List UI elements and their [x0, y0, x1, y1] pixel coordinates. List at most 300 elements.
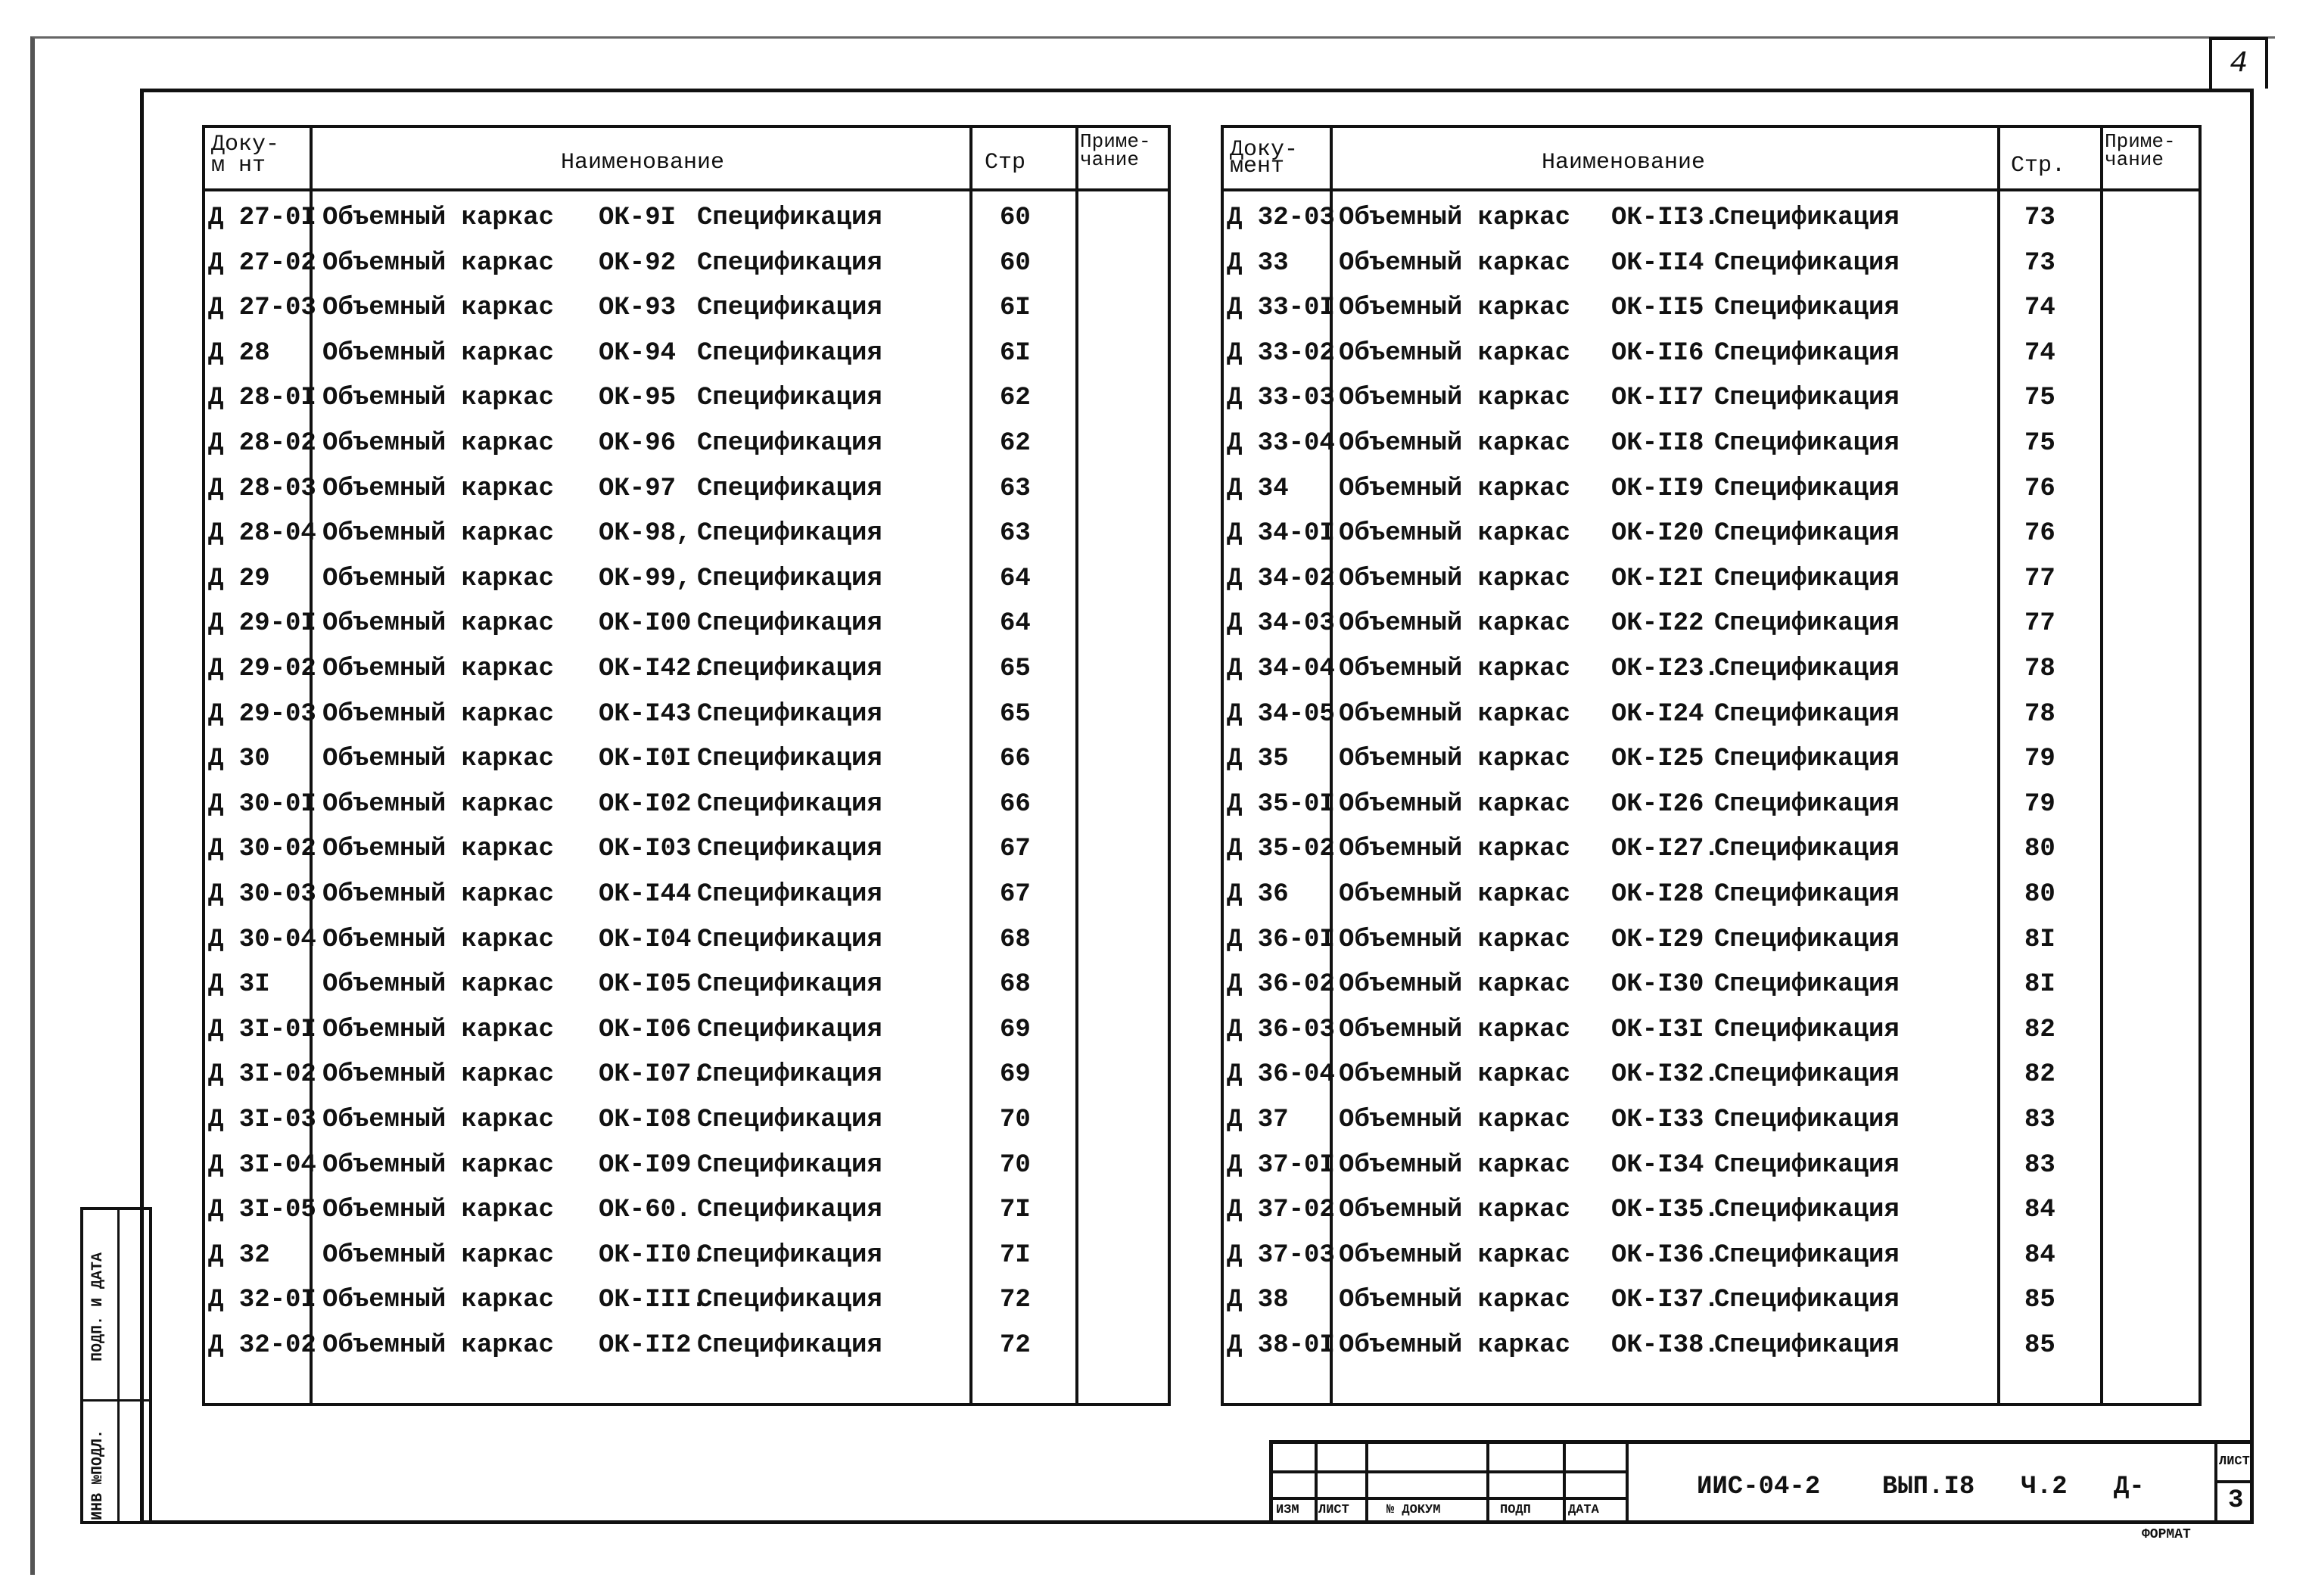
table-row	[1224, 1241, 2199, 1279]
name-text: Объемный каркас	[1339, 519, 1571, 549]
ok-code: ОК-I09	[599, 1150, 692, 1180]
page-number: 72	[1000, 1286, 1031, 1315]
doc-code: Д 27-0I	[208, 204, 316, 232]
sheet-number: 3	[2228, 1486, 2244, 1515]
name-text: Объемный каркас	[322, 204, 555, 232]
doc-code: Д 27-03	[208, 294, 316, 323]
spec-text: Спецификация	[697, 970, 882, 1000]
doc-code: Д 29	[208, 564, 270, 593]
name-text: Объемный каркас	[322, 294, 555, 323]
table-row	[205, 429, 1168, 467]
doc-code: Д 3I-04	[208, 1150, 316, 1180]
page-number: 75	[2024, 384, 2055, 413]
spec-text: Спецификация	[697, 1240, 882, 1270]
spec-text: Спецификация	[697, 294, 882, 323]
col-izm: ИЗМ	[1276, 1503, 1299, 1517]
table-row	[205, 880, 1168, 918]
table-row	[205, 294, 1168, 331]
spec-text: Спецификация	[1714, 294, 1900, 323]
page-number: 78	[2024, 699, 2055, 729]
spec-text: Спецификация	[1714, 1150, 1900, 1180]
name-text: Объемный каркас	[1339, 745, 1571, 774]
name-text: Объемный каркас	[1339, 880, 1571, 909]
doc-code: Д 33	[1227, 248, 1289, 278]
doc-code: Д 33-0I	[1227, 294, 1335, 323]
spec-text: Спецификация	[1714, 699, 1900, 729]
name-text: Объемный каркас	[322, 880, 555, 909]
table-row	[205, 609, 1168, 647]
table-row	[205, 700, 1168, 738]
doc-code: Д 37-02	[1227, 1196, 1335, 1225]
ok-code: ОК-II8	[1611, 429, 1704, 458]
table-row	[205, 1151, 1168, 1189]
page-number: 83	[2024, 1106, 2055, 1134]
header-page: Стр.	[2011, 153, 2066, 179]
name-text: Объемный каркас	[322, 1015, 555, 1044]
spec-text: Спецификация	[697, 835, 882, 864]
ok-code: ОК-I3I	[1611, 1015, 1704, 1044]
col-sign: ПОДП	[1500, 1503, 1531, 1517]
spec-text: Спецификация	[697, 474, 882, 503]
left-table	[202, 125, 1171, 1406]
page-number: 82	[2024, 1060, 2055, 1090]
ok-code: ОК-I06	[599, 1015, 692, 1044]
table-row	[1224, 1286, 2199, 1324]
page-number: 66	[1000, 745, 1031, 774]
ok-code: ОК-I27.	[1611, 835, 1719, 864]
right-table	[1221, 125, 2202, 1406]
doc-code: Д 32-0I	[208, 1286, 316, 1315]
table-row	[1224, 790, 2199, 828]
page-number: 64	[1000, 609, 1031, 639]
page-number: 63	[1000, 519, 1031, 549]
table-row	[1224, 384, 2199, 422]
doc-code: Д 28-0I	[208, 384, 316, 413]
table-row	[1224, 1151, 2199, 1189]
doc-code: Д 34-03	[1227, 609, 1335, 639]
doc-code: Д 29-02	[208, 655, 316, 683]
page-number: 79	[2024, 745, 2055, 774]
spec-text: Спецификация	[697, 248, 882, 278]
page-number: 73	[2024, 248, 2055, 278]
page-number: 8I	[2024, 970, 2055, 1000]
page-number: 7I	[1000, 1240, 1031, 1270]
doc-code: Д 28-04	[208, 519, 316, 549]
doc-code: Д 32-03	[1227, 204, 1335, 232]
doc-code: Д 3I-02	[208, 1060, 316, 1090]
table-row	[1224, 609, 2199, 647]
ok-code: ОК-I08	[599, 1106, 692, 1134]
ok-code: ОК-III.	[599, 1286, 707, 1315]
table-row	[1224, 970, 2199, 1008]
doc-code: Д 36	[1227, 880, 1289, 909]
name-text: Объемный каркас	[1339, 1015, 1571, 1044]
ok-code: ОК-II2	[599, 1331, 692, 1360]
table-row	[205, 655, 1168, 692]
spec-text: Спецификация	[1714, 1286, 1900, 1315]
table-row	[1224, 429, 2199, 467]
doc-code: Д 28-02	[208, 429, 316, 458]
page-number: 72	[1000, 1331, 1031, 1360]
name-text: Объемный каркас	[322, 248, 555, 278]
table-row	[205, 339, 1168, 377]
page-number: 66	[1000, 789, 1031, 819]
name-text: Объемный каркас	[322, 609, 555, 639]
table-row	[1224, 1331, 2199, 1369]
ok-code: ОК-96	[599, 429, 677, 458]
spec-text: Спецификация	[697, 519, 882, 549]
ok-code: ОК-I02	[599, 789, 692, 819]
doc-code: Д 33-03	[1227, 384, 1335, 413]
ok-code: ОК-II9	[1611, 474, 1704, 503]
name-text: Объемный каркас	[322, 338, 555, 368]
ok-code: ОК-I29	[1611, 925, 1704, 954]
spec-text: Спецификация	[697, 655, 882, 683]
ok-code: ОК-9I	[599, 204, 677, 232]
spec-text: Спецификация	[697, 429, 882, 458]
table-row	[1224, 1016, 2199, 1053]
header-doc: Доку- мент	[1230, 137, 1299, 179]
table-row	[205, 1060, 1168, 1098]
name-text: Объемный каркас	[322, 1286, 555, 1315]
doc-code: Д 38-0I	[1227, 1331, 1335, 1360]
name-text: Объемный каркас	[322, 970, 555, 1000]
spec-text: Спецификация	[697, 699, 882, 729]
spec-text: Спецификация	[1714, 248, 1900, 278]
page-number: 80	[2024, 880, 2055, 909]
ok-code: ОК-II5	[1611, 294, 1704, 323]
page-number: 60	[1000, 204, 1031, 232]
name-text: Объемный каркас	[322, 835, 555, 864]
spec-text: Спецификация	[1714, 429, 1900, 458]
table-row	[205, 519, 1168, 557]
doc-code: Д 27-02	[208, 248, 316, 278]
table-row	[205, 1331, 1168, 1369]
name-text: Объемный каркас	[322, 519, 555, 549]
table-row	[1224, 519, 2199, 557]
page-number: 68	[1000, 925, 1031, 954]
spec-text: Спецификация	[1714, 925, 1900, 954]
doc-code: Д 33-02	[1227, 338, 1335, 368]
table-row	[1224, 565, 2199, 602]
doc-code: Д 30	[208, 745, 270, 774]
page-number: 64	[1000, 564, 1031, 593]
ok-code: ОК-I24	[1611, 699, 1704, 729]
ok-code: ОК-II0.	[599, 1240, 707, 1270]
page-number: 85	[2024, 1331, 2055, 1360]
page-number: 67	[1000, 880, 1031, 909]
name-text: Объемный каркас	[1339, 1150, 1571, 1180]
table-row	[205, 1286, 1168, 1324]
name-text: Объемный каркас	[1339, 1060, 1571, 1090]
doc-code: Д 30-02	[208, 835, 316, 864]
page-number: 69	[1000, 1015, 1031, 1044]
ok-code: ОК-I05	[599, 970, 692, 1000]
header-page: Стр	[985, 150, 1026, 176]
page-number: 80	[2024, 835, 2055, 864]
ok-code: ОК-I33	[1611, 1106, 1704, 1134]
ok-code: ОК-I32.	[1611, 1060, 1719, 1090]
spec-text: Спецификация	[1714, 970, 1900, 1000]
spec-text: Спецификация	[697, 880, 882, 909]
doc-code: Д 34-0I	[1227, 519, 1335, 549]
name-text: Объемный каркас	[1339, 248, 1571, 278]
spec-text: Спецификация	[697, 338, 882, 368]
header-name: Наименование	[561, 150, 725, 176]
table-row	[1224, 926, 2199, 963]
spec-text: Спецификация	[1714, 204, 1900, 232]
spec-text: Спецификация	[697, 204, 882, 232]
spec-text: Спецификация	[1714, 789, 1900, 819]
page-number: 62	[1000, 429, 1031, 458]
page-number: 75	[2024, 429, 2055, 458]
doc-code: Д 37	[1227, 1106, 1289, 1134]
doc-code: Д 30-0I	[208, 789, 316, 819]
page-number: 74	[2024, 294, 2055, 323]
ok-code: ОК-II6	[1611, 338, 1704, 368]
spec-text: Спецификация	[1714, 1106, 1900, 1134]
name-text: Объемный каркас	[322, 699, 555, 729]
name-text: Объемный каркас	[1339, 294, 1571, 323]
sheet-label: ЛИСТ	[2219, 1454, 2250, 1469]
name-text: Объемный каркас	[322, 789, 555, 819]
table-row	[1224, 474, 2199, 512]
spec-text: Спецификация	[1714, 564, 1900, 593]
doc-code: Д 3I	[208, 970, 270, 1000]
page-number: 77	[2024, 564, 2055, 593]
ok-code: ОК-I28	[1611, 880, 1704, 909]
table-row	[205, 249, 1168, 287]
page-number: 62	[1000, 384, 1031, 413]
page-number: 70	[1000, 1150, 1031, 1180]
page-number: 7I	[1000, 1196, 1031, 1225]
name-text: Объемный каркас	[322, 1196, 555, 1225]
doc-code: Д 3I-0I	[208, 1015, 316, 1044]
table-row	[205, 565, 1168, 602]
ok-code: ОК-I03	[599, 835, 692, 864]
spec-text: Спецификация	[697, 384, 882, 413]
side-stamp-strip	[80, 1207, 152, 1524]
name-text: Объемный каркас	[1339, 699, 1571, 729]
page-number: 84	[2024, 1196, 2055, 1225]
spec-text: Спецификация	[1714, 655, 1900, 683]
ok-code: ОК-I20	[1611, 519, 1704, 549]
col-doc-no: № ДОКУМ	[1386, 1503, 1441, 1517]
ok-code: ОК-I30	[1611, 970, 1704, 1000]
spec-text: Спецификация	[697, 1106, 882, 1134]
page-number: 69	[1000, 1060, 1031, 1090]
ok-code: ОК-I26	[1611, 789, 1704, 819]
doc-code: Д 36-03	[1227, 1015, 1335, 1044]
spec-text: Спецификация	[697, 1060, 882, 1090]
doc-code: Д 34-05	[1227, 699, 1335, 729]
table-row	[1224, 249, 2199, 287]
name-text: Объемный каркас	[1339, 338, 1571, 368]
name-text: Объемный каркас	[322, 1060, 555, 1090]
page-number: 6I	[1000, 338, 1031, 368]
spec-text: Спецификация	[1714, 384, 1900, 413]
ok-code: ОК-II3.	[1611, 204, 1719, 232]
spec-text: Спецификация	[697, 609, 882, 639]
ok-code: ОК-98,	[599, 519, 692, 549]
doc-code: Д 33-04	[1227, 429, 1335, 458]
page-number: 67	[1000, 835, 1031, 864]
name-text: Объемный каркас	[1339, 1106, 1571, 1134]
page-number: 82	[2024, 1015, 2055, 1044]
doc-code: Д 30-03	[208, 880, 316, 909]
spec-text: Спецификация	[697, 1331, 882, 1360]
spec-text: Спецификация	[1714, 1240, 1900, 1270]
ok-code: ОК-94	[599, 338, 677, 368]
name-text: Объемный каркас	[1339, 970, 1571, 1000]
ok-code: ОК-I35.	[1611, 1196, 1719, 1225]
name-text: Объемный каркас	[1339, 925, 1571, 954]
designation: ИИС-04-2 ВЫП.I8 Ч.2 Д-	[1697, 1473, 2145, 1501]
table-row	[205, 1196, 1168, 1234]
sign-date-label: ПОДП. И ДАТА	[89, 1252, 107, 1361]
table-row	[205, 745, 1168, 782]
header-doc: Доку- м нт	[211, 132, 280, 179]
doc-code: Д 3I-05	[208, 1196, 316, 1225]
table-row	[205, 1106, 1168, 1143]
ok-code: ОК-I38.	[1611, 1331, 1719, 1360]
table-row	[1224, 294, 2199, 331]
ok-code: ОК-I25	[1611, 745, 1704, 774]
spec-text: Спецификация	[1714, 609, 1900, 639]
spec-text: Спецификация	[697, 1286, 882, 1315]
spec-text: Спецификация	[1714, 338, 1900, 368]
spec-text: Спецификация	[1714, 1015, 1900, 1044]
table-row	[1224, 835, 2199, 873]
table-row	[1224, 745, 2199, 782]
name-text: Объемный каркас	[1339, 609, 1571, 639]
name-text: Объемный каркас	[322, 925, 555, 954]
table-row	[1224, 1060, 2199, 1098]
ok-code: ОК-60.	[599, 1196, 692, 1225]
page-number: 76	[2024, 519, 2055, 549]
table-row	[1224, 1196, 2199, 1234]
doc-code: Д 37-03	[1227, 1240, 1335, 1270]
table-row	[1224, 339, 2199, 377]
title-block	[1269, 1440, 2254, 1524]
page-number: 84	[2024, 1240, 2055, 1270]
name-text: Объемный каркас	[1339, 1286, 1571, 1315]
doc-code: Д 32	[208, 1240, 270, 1270]
spec-text: Спецификация	[1714, 1060, 1900, 1090]
doc-code: Д 34-02	[1227, 564, 1335, 593]
table-row	[1224, 204, 2199, 241]
doc-code: Д 36-04	[1227, 1060, 1335, 1090]
name-text: Объемный каркас	[322, 429, 555, 458]
inv-label: ИНВ №ПОДЛ.	[89, 1429, 107, 1520]
name-text: Объемный каркас	[322, 474, 555, 503]
table-row	[205, 1241, 1168, 1279]
spec-text: Спецификация	[1714, 519, 1900, 549]
spec-text: Спецификация	[1714, 745, 1900, 774]
page-number: 76	[2024, 474, 2055, 503]
doc-code: Д 29-03	[208, 699, 316, 729]
ok-code: ОК-95	[599, 384, 677, 413]
ok-code: ОК-II4	[1611, 248, 1704, 278]
ok-code: ОК-92	[599, 248, 677, 278]
spec-text: Спецификация	[697, 789, 882, 819]
name-text: Объемный каркас	[322, 1150, 555, 1180]
name-text: Объемный каркас	[322, 1106, 555, 1134]
name-text: Объемный каркас	[1339, 655, 1571, 683]
table-row	[1224, 1106, 2199, 1143]
ok-code: ОК-I07.	[599, 1060, 707, 1090]
page-number: 77	[2024, 609, 2055, 639]
page-number: 6I	[1000, 294, 1031, 323]
doc-code: Д 3I-03	[208, 1106, 316, 1134]
format-label: ФОРМАТ	[2142, 1527, 2191, 1542]
header-note: Приме- чание	[1080, 130, 1151, 171]
table-row	[205, 1016, 1168, 1053]
table-row	[205, 970, 1168, 1008]
spec-text: Спецификация	[697, 745, 882, 774]
table-row	[1224, 655, 2199, 692]
ok-code: ОК-II7	[1611, 384, 1704, 413]
name-text: Объемный каркас	[1339, 789, 1571, 819]
table-row	[205, 835, 1168, 873]
header-name: Наименование	[1542, 150, 1706, 176]
name-text: Объемный каркас	[1339, 204, 1571, 232]
page-number: 83	[2024, 1150, 2055, 1180]
doc-code: Д 36-0I	[1227, 925, 1335, 954]
ok-code: ОК-I22	[1611, 609, 1704, 639]
ok-code: ОК-I37.	[1611, 1286, 1719, 1315]
name-text: Объемный каркас	[1339, 384, 1571, 413]
page-number: 60	[1000, 248, 1031, 278]
doc-code: Д 35-0I	[1227, 789, 1335, 819]
ok-code: ОК-97	[599, 474, 677, 503]
page-number: 79	[2024, 789, 2055, 819]
spec-text: Спецификация	[697, 1196, 882, 1225]
header-note: Приме- чание	[2105, 130, 2176, 171]
name-text: Объемный каркас	[322, 655, 555, 683]
doc-code: Д 35-02	[1227, 835, 1335, 864]
ok-code: ОК-I42.	[599, 655, 707, 683]
col-date: ДАТА	[1568, 1503, 1599, 1517]
ok-code: ОК-I23.	[1611, 655, 1719, 683]
doc-code: Д 32-02	[208, 1331, 316, 1360]
ok-code: ОК-I43	[599, 699, 692, 729]
table-row	[205, 790, 1168, 828]
ok-code: ОК-I36.	[1611, 1240, 1719, 1270]
name-text: Объемный каркас	[1339, 474, 1571, 503]
doc-code: Д 38	[1227, 1286, 1289, 1315]
table-row	[205, 926, 1168, 963]
page-number: 63	[1000, 474, 1031, 503]
name-text: Объемный каркас	[322, 384, 555, 413]
doc-code: Д 29-0I	[208, 609, 316, 639]
page-number: 65	[1000, 699, 1031, 729]
page-number: 65	[1000, 655, 1031, 683]
table-row	[1224, 700, 2199, 738]
table-row	[205, 474, 1168, 512]
ok-code: ОК-I0I	[599, 745, 692, 774]
page-number: 73	[2024, 204, 2055, 232]
spec-text: Спецификация	[1714, 1196, 1900, 1225]
table-row	[205, 384, 1168, 422]
spec-text: Спецификация	[1714, 1331, 1900, 1360]
spec-text: Спецификация	[697, 1015, 882, 1044]
spec-text: Спецификация	[1714, 474, 1900, 503]
doc-code: Д 28	[208, 338, 270, 368]
name-text: Объемный каркас	[322, 745, 555, 774]
spec-text: Спецификация	[1714, 880, 1900, 909]
ok-code: ОК-I34	[1611, 1150, 1704, 1180]
